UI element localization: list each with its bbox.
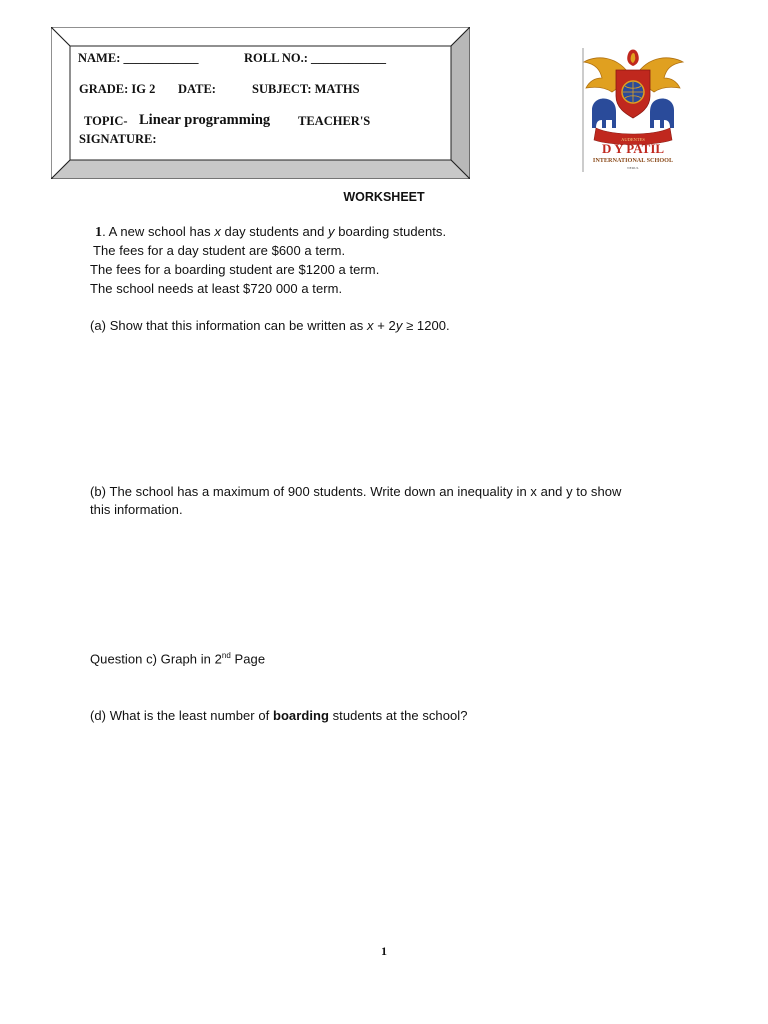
question-1-line-1: 1. A new school has x day students and y boarding students. xyxy=(95,224,447,240)
question-1-line-4: The school needs at least $720 000 a term. xyxy=(90,281,343,296)
part-a: (a) Show that this information can be written as x + 2y ≥ 1200. xyxy=(90,318,450,333)
part-b-line-1: (b) The school has a maximum of 900 students. Write down an inequality in x and y to show xyxy=(90,484,622,499)
logo-name: D Y PATIL xyxy=(601,141,665,156)
grade-field: GRADE: IG 2 xyxy=(79,82,156,96)
part-b-line-2: this information. xyxy=(90,502,183,517)
question-1-line-2: The fees for a day student are $600 a term. xyxy=(93,243,346,258)
logo-motto: AUDENTES xyxy=(621,137,645,142)
signature-label: SIGNATURE: xyxy=(79,132,157,146)
school-logo xyxy=(582,48,685,172)
page-number: 1 xyxy=(381,944,387,958)
crest-icon xyxy=(582,48,685,172)
question-number: 1 xyxy=(95,225,103,240)
date-field: DATE: xyxy=(178,82,216,96)
roll-number-field: ROLL NO.: ____________ xyxy=(244,51,387,65)
topic-label: TOPIC- xyxy=(84,114,128,128)
name-field: NAME: ____________ xyxy=(78,51,199,65)
logo-location: NERUL xyxy=(627,166,639,170)
topic-value: Linear programming xyxy=(139,112,271,128)
part-c: Question c) Graph in 2nd Page xyxy=(90,651,266,667)
question-1-line-3: The fees for a boarding student are $1200 a term. xyxy=(90,262,380,277)
teacher-label: TEACHER'S xyxy=(298,114,371,128)
subject-field: SUBJECT: MATHS xyxy=(252,82,360,96)
bevel-frame xyxy=(51,27,470,179)
part-d: (d) What is the least number of boarding students at the school? xyxy=(90,708,468,723)
worksheet-title: WORKSHEET xyxy=(343,190,425,204)
logo-subtitle: INTERNATIONAL SCHOOL xyxy=(592,157,674,164)
header-box xyxy=(51,27,470,179)
